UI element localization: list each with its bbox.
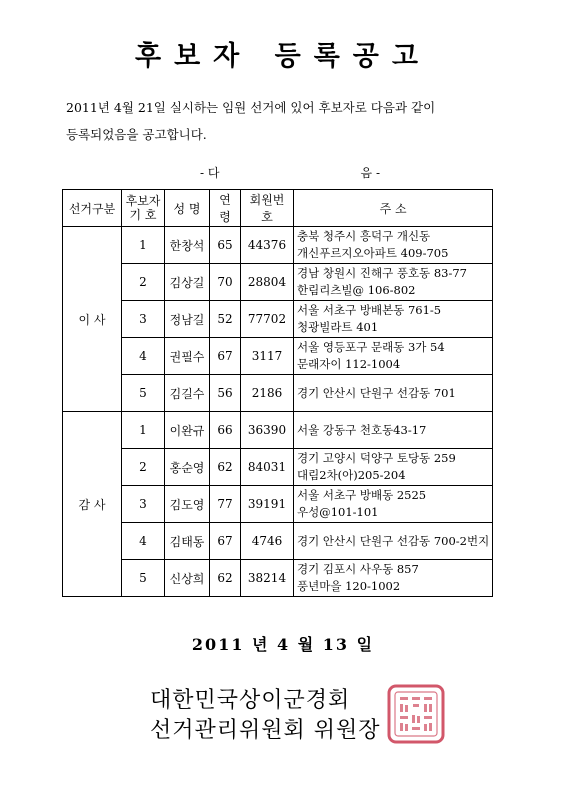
address-line2: 풍년마을 120-1002 — [297, 579, 401, 593]
header-number-line2: 기 호 — [129, 208, 157, 222]
issuer-block — [150, 686, 381, 746]
cell-name: 김태동 — [165, 523, 210, 560]
address-line1: 경기 김포시 사우동 857 — [297, 562, 419, 576]
issuer-title: 선거관리위원회 위원장 — [150, 718, 381, 743]
cell-address — [294, 523, 493, 560]
subheading — [200, 164, 380, 181]
announcement-date: 2011 년 4 월 13 일 — [191, 635, 375, 654]
address-line1: 서울 강동구 천호동43-17 — [297, 422, 427, 437]
header-number — [122, 190, 165, 227]
intro-line-1: 2011년 4월 21일 실시하는 임원 선거에 있어 후보자로 다음과 같이 — [66, 100, 436, 115]
group-label-director: 이 사 — [63, 227, 122, 412]
address-line1: 서울 서초구 방배동 2525 — [297, 488, 427, 502]
cell-member-no: 39191 — [241, 486, 294, 523]
cell-address — [294, 227, 493, 264]
address-line1: 서울 영등포구 문래동 3가 54 — [297, 340, 445, 354]
issuer-org: 대한민국상이군경회 — [150, 688, 351, 713]
cell-member-no: 4746 — [241, 523, 294, 560]
cell-member-no: 84031 — [241, 449, 294, 486]
cell-member-no: 38214 — [241, 560, 294, 597]
cell-number: 5 — [122, 375, 165, 412]
address-line2: 문래자이 112-1004 — [297, 357, 401, 371]
table-row — [63, 412, 493, 449]
subheading-left: - 다 — [200, 166, 220, 180]
cell-age: 66 — [210, 412, 241, 449]
cell-number: 1 — [122, 412, 165, 449]
address-line1: 경기 고양시 덕양구 토당동 259 — [297, 451, 456, 465]
table-row — [63, 375, 493, 412]
cell-age: 56 — [210, 375, 241, 412]
cell-name: 이완규 — [165, 412, 210, 449]
cell-address — [294, 375, 493, 412]
group-label-auditor: 감 사 — [63, 412, 122, 597]
cell-number: 5 — [122, 560, 165, 597]
cell-member-no: 77702 — [241, 301, 294, 338]
table-row — [63, 523, 493, 560]
address-line1: 충북 청주시 흥덕구 개신동 — [297, 229, 431, 243]
table-row — [63, 301, 493, 338]
cell-member-no: 36390 — [241, 412, 294, 449]
intro-line-2: 등록되었음을 공고합니다. — [66, 127, 207, 142]
address-line1: 경기 안산시 단원구 선감동 700-2번지 — [297, 533, 490, 548]
table-row — [63, 338, 493, 375]
cell-number: 1 — [122, 227, 165, 264]
cell-age: 52 — [210, 301, 241, 338]
page-title: 후보자 등록공고 — [135, 41, 431, 72]
cell-name: 김상길 — [165, 264, 210, 301]
cell-name: 정남길 — [165, 301, 210, 338]
cell-address — [294, 301, 493, 338]
table-header-row — [63, 190, 493, 227]
cell-number: 3 — [122, 486, 165, 523]
cell-address — [294, 560, 493, 597]
table-row — [63, 449, 493, 486]
candidate-table — [62, 189, 493, 597]
cell-number: 3 — [122, 301, 165, 338]
address-line2: 개신푸르지오아파트 409-705 — [297, 246, 449, 260]
address-line2: 우성@101-101 — [297, 505, 379, 519]
cell-name: 신상희 — [165, 560, 210, 597]
cell-address — [294, 264, 493, 301]
address-line2: 한림리츠빌@ 106-802 — [297, 283, 416, 297]
table-row — [63, 264, 493, 301]
cell-member-no: 28804 — [241, 264, 294, 301]
cell-age: 62 — [210, 560, 241, 597]
cell-age: 67 — [210, 338, 241, 375]
table-row — [63, 560, 493, 597]
header-name: 성 명 — [165, 190, 210, 227]
address-line1: 경기 안산시 단원구 선감동 701 — [297, 385, 456, 400]
cell-name: 권필수 — [165, 338, 210, 375]
address-line2: 대림2차(아)205-204 — [297, 468, 406, 482]
cell-address — [294, 412, 493, 449]
table-row — [63, 486, 493, 523]
cell-number: 2 — [122, 264, 165, 301]
table-row — [63, 227, 493, 264]
header-address: 주 소 — [294, 190, 493, 227]
header-category: 선거구분 — [63, 190, 122, 227]
cell-number: 4 — [122, 338, 165, 375]
cell-address — [294, 449, 493, 486]
cell-address — [294, 486, 493, 523]
cell-number: 4 — [122, 523, 165, 560]
cell-name: 김도영 — [165, 486, 210, 523]
header-number-line1: 후보자 — [125, 194, 161, 208]
cell-name: 김길수 — [165, 375, 210, 412]
address-line1: 서울 서초구 방배본동 761-5 — [297, 303, 442, 317]
cell-age: 77 — [210, 486, 241, 523]
intro-paragraph — [62, 94, 522, 148]
subheading-right: 음 - — [360, 166, 380, 180]
cell-member-no: 44376 — [241, 227, 294, 264]
cell-address — [294, 338, 493, 375]
cell-name: 한창석 — [165, 227, 210, 264]
cell-age: 65 — [210, 227, 241, 264]
cell-name: 홍순영 — [165, 449, 210, 486]
header-member-no: 회원번호 — [241, 190, 294, 227]
cell-age: 67 — [210, 523, 241, 560]
cell-age: 62 — [210, 449, 241, 486]
cell-member-no: 2186 — [241, 375, 294, 412]
cell-member-no: 3117 — [241, 338, 294, 375]
address-line2: 청광빌라트 401 — [297, 320, 379, 334]
official-seal-icon — [386, 683, 446, 745]
header-age: 연 령 — [210, 190, 241, 227]
cell-number: 2 — [122, 449, 165, 486]
address-line1: 경남 창원시 진해구 풍호동 83-77 — [297, 266, 467, 280]
cell-age: 70 — [210, 264, 241, 301]
